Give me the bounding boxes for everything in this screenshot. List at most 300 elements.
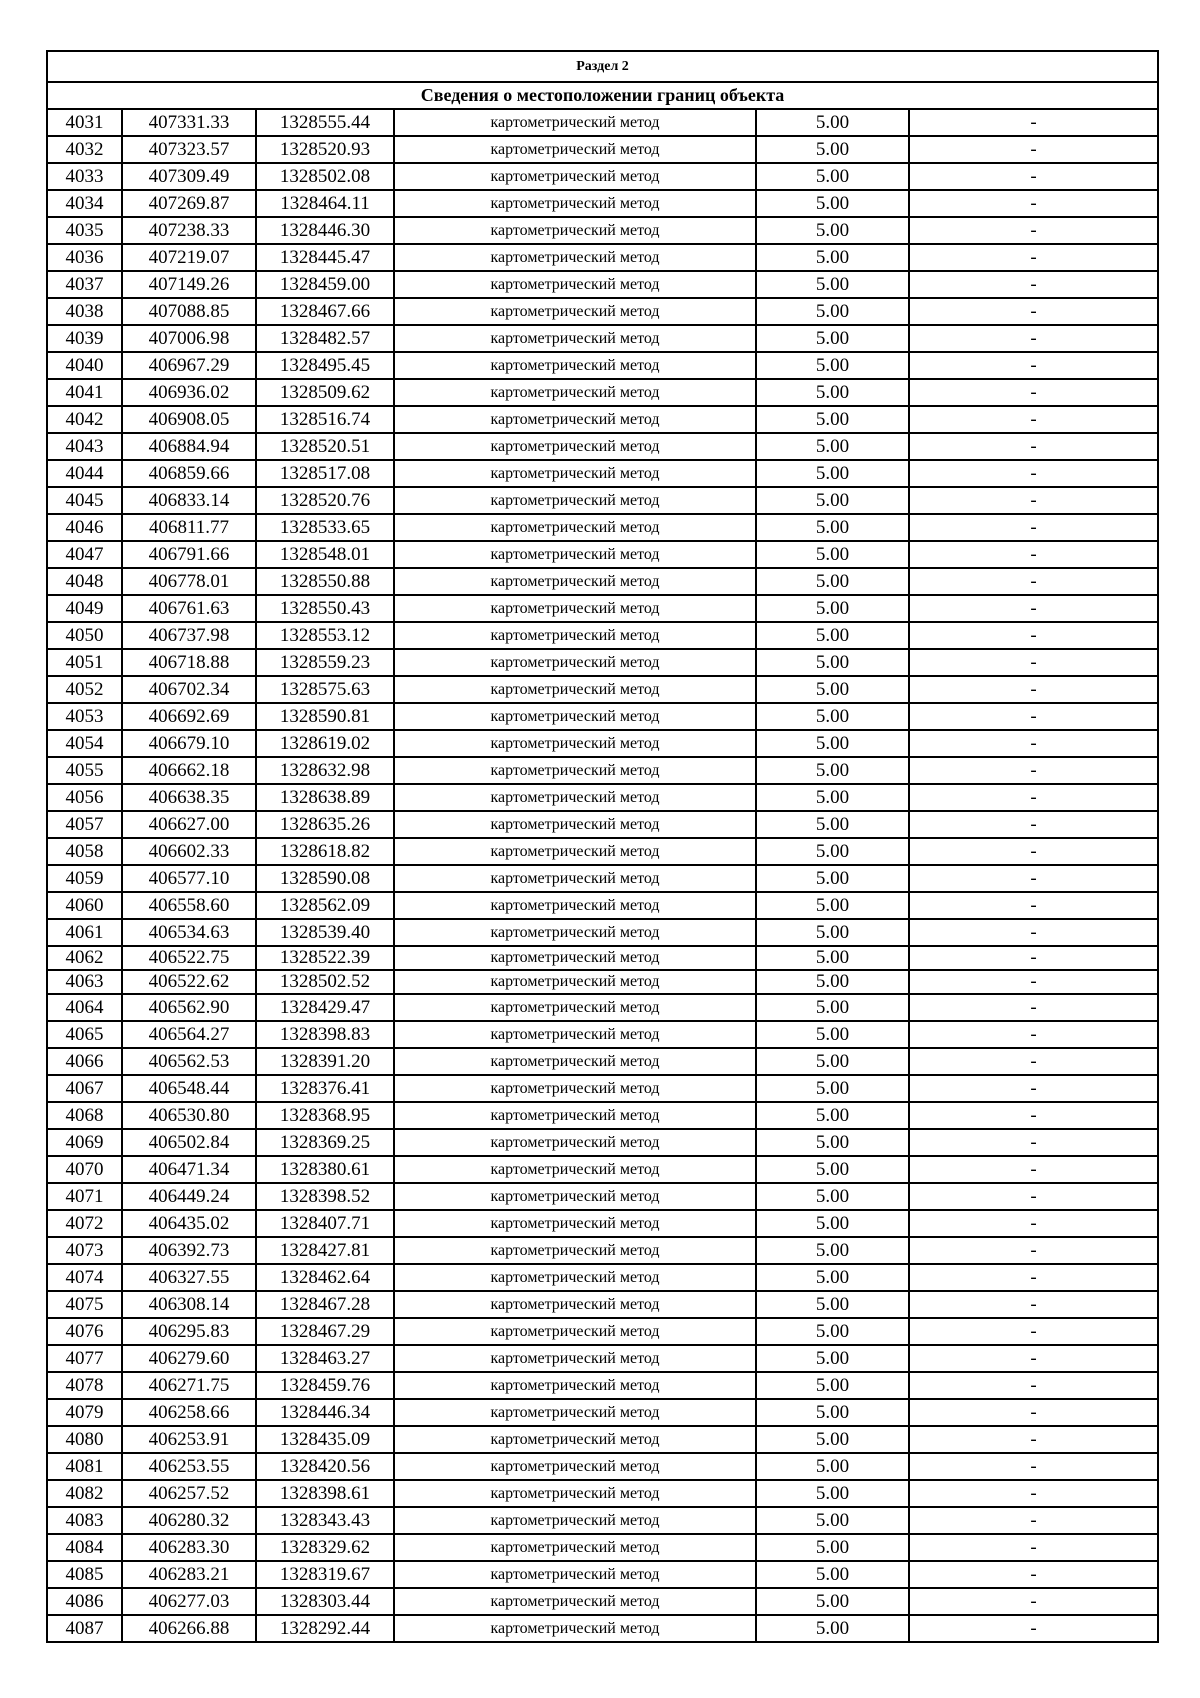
- x-coordinate-cell: 406327.55: [122, 1264, 256, 1291]
- y-coordinate-cell: 1328369.25: [256, 1129, 394, 1156]
- description-cell: -: [909, 994, 1158, 1021]
- precision-cell: 5.00: [756, 163, 909, 190]
- table-row: [47, 487, 1158, 514]
- point-number-cell: 4071: [47, 1183, 122, 1210]
- y-coordinate-cell: 1328533.65: [256, 514, 394, 541]
- table-row: [47, 271, 1158, 298]
- precision-cell: 5.00: [756, 1102, 909, 1129]
- precision-cell: 5.00: [756, 244, 909, 271]
- table-row: [47, 838, 1158, 865]
- method-cell: картометрический метод: [394, 1021, 756, 1048]
- description-cell: -: [909, 568, 1158, 595]
- method-cell: картометрический метод: [394, 1210, 756, 1237]
- x-coordinate-cell: 406253.91: [122, 1426, 256, 1453]
- table-row: [47, 1615, 1158, 1642]
- precision-cell: 5.00: [756, 1507, 909, 1534]
- method-cell: картометрический метод: [394, 568, 756, 595]
- point-number-cell: 4037: [47, 271, 122, 298]
- y-coordinate-cell: 1328638.89: [256, 784, 394, 811]
- table-row: [47, 136, 1158, 163]
- method-cell: картометрический метод: [394, 1156, 756, 1183]
- table-row: [47, 1237, 1158, 1264]
- table-row: [47, 460, 1158, 487]
- precision-cell: 5.00: [756, 838, 909, 865]
- x-coordinate-cell: 406258.66: [122, 1399, 256, 1426]
- x-coordinate-cell: 406558.60: [122, 892, 256, 919]
- y-coordinate-cell: 1328539.40: [256, 919, 394, 946]
- y-coordinate-cell: 1328550.88: [256, 568, 394, 595]
- y-coordinate-cell: 1328398.83: [256, 1021, 394, 1048]
- y-coordinate-cell: 1328548.01: [256, 541, 394, 568]
- x-coordinate-cell: 406522.62: [122, 970, 256, 994]
- table-row: [47, 703, 1158, 730]
- method-cell: картометрический метод: [394, 1102, 756, 1129]
- x-coordinate-cell: 407219.07: [122, 244, 256, 271]
- precision-cell: 5.00: [756, 649, 909, 676]
- method-cell: картометрический метод: [394, 946, 756, 970]
- precision-cell: 5.00: [756, 784, 909, 811]
- point-number-cell: 4039: [47, 325, 122, 352]
- method-cell: картометрический метод: [394, 1588, 756, 1615]
- point-number-cell: 4060: [47, 892, 122, 919]
- table-row: [47, 1102, 1158, 1129]
- y-coordinate-cell: 1328555.44: [256, 109, 394, 136]
- point-number-cell: 4072: [47, 1210, 122, 1237]
- precision-cell: 5.00: [756, 994, 909, 1021]
- table-row: [47, 109, 1158, 136]
- y-coordinate-cell: 1328292.44: [256, 1615, 394, 1642]
- method-cell: картометрический метод: [394, 352, 756, 379]
- precision-cell: 5.00: [756, 703, 909, 730]
- table-row: [47, 1453, 1158, 1480]
- precision-cell: 5.00: [756, 1372, 909, 1399]
- table-row: [47, 1372, 1158, 1399]
- method-cell: картометрический метод: [394, 919, 756, 946]
- point-number-cell: 4083: [47, 1507, 122, 1534]
- table-row: [47, 1399, 1158, 1426]
- point-number-cell: 4044: [47, 460, 122, 487]
- point-number-cell: 4033: [47, 163, 122, 190]
- table-row: [47, 514, 1158, 541]
- point-number-cell: 4065: [47, 1021, 122, 1048]
- description-cell: -: [909, 1102, 1158, 1129]
- x-coordinate-cell: 406859.66: [122, 460, 256, 487]
- description-cell: -: [909, 676, 1158, 703]
- x-coordinate-cell: 406280.32: [122, 1507, 256, 1534]
- x-coordinate-cell: 406908.05: [122, 406, 256, 433]
- precision-cell: 5.00: [756, 757, 909, 784]
- y-coordinate-cell: 1328467.29: [256, 1318, 394, 1345]
- point-number-cell: 4068: [47, 1102, 122, 1129]
- table-row: [47, 919, 1158, 946]
- x-coordinate-cell: 406562.53: [122, 1048, 256, 1075]
- method-cell: картометрический метод: [394, 298, 756, 325]
- description-cell: -: [909, 1372, 1158, 1399]
- x-coordinate-cell: 406548.44: [122, 1075, 256, 1102]
- method-cell: картометрический метод: [394, 730, 756, 757]
- x-coordinate-cell: 406392.73: [122, 1237, 256, 1264]
- method-cell: картометрический метод: [394, 109, 756, 136]
- section-label: Раздел 2: [47, 51, 1158, 82]
- precision-cell: 5.00: [756, 1048, 909, 1075]
- table-row: [47, 1156, 1158, 1183]
- precision-cell: 5.00: [756, 433, 909, 460]
- point-number-cell: 4077: [47, 1345, 122, 1372]
- y-coordinate-cell: 1328562.09: [256, 892, 394, 919]
- x-coordinate-cell: 406936.02: [122, 379, 256, 406]
- x-coordinate-cell: 406522.75: [122, 946, 256, 970]
- method-cell: картометрический метод: [394, 460, 756, 487]
- y-coordinate-cell: 1328632.98: [256, 757, 394, 784]
- table-row: [47, 784, 1158, 811]
- point-number-cell: 4054: [47, 730, 122, 757]
- method-cell: картометрический метод: [394, 1399, 756, 1426]
- point-number-cell: 4041: [47, 379, 122, 406]
- y-coordinate-cell: 1328559.23: [256, 649, 394, 676]
- table-row: [47, 865, 1158, 892]
- method-cell: картометрический метод: [394, 757, 756, 784]
- table-row: [47, 1318, 1158, 1345]
- point-number-cell: 4049: [47, 595, 122, 622]
- method-cell: картометрический метод: [394, 1507, 756, 1534]
- table-row: [47, 433, 1158, 460]
- description-cell: -: [909, 757, 1158, 784]
- y-coordinate-cell: 1328516.74: [256, 406, 394, 433]
- description-cell: -: [909, 1237, 1158, 1264]
- precision-cell: 5.00: [756, 325, 909, 352]
- table-row: [47, 568, 1158, 595]
- method-cell: картометрический метод: [394, 811, 756, 838]
- precision-cell: 5.00: [756, 865, 909, 892]
- description-cell: -: [909, 970, 1158, 994]
- table-row: [47, 730, 1158, 757]
- point-number-cell: 4057: [47, 811, 122, 838]
- description-cell: -: [909, 163, 1158, 190]
- point-number-cell: 4048: [47, 568, 122, 595]
- precision-cell: 5.00: [756, 1588, 909, 1615]
- y-coordinate-cell: 1328407.71: [256, 1210, 394, 1237]
- y-coordinate-cell: 1328391.20: [256, 1048, 394, 1075]
- description-cell: -: [909, 1399, 1158, 1426]
- table-row: [47, 163, 1158, 190]
- table-row: [47, 994, 1158, 1021]
- method-cell: картометрический метод: [394, 1480, 756, 1507]
- x-coordinate-cell: 406638.35: [122, 784, 256, 811]
- precision-cell: 5.00: [756, 1021, 909, 1048]
- table-row: [47, 970, 1158, 994]
- description-cell: -: [909, 1183, 1158, 1210]
- point-number-cell: 4069: [47, 1129, 122, 1156]
- method-cell: картометрический метод: [394, 1264, 756, 1291]
- x-coordinate-cell: 407331.33: [122, 109, 256, 136]
- description-cell: -: [909, 838, 1158, 865]
- table-row: [47, 676, 1158, 703]
- y-coordinate-cell: 1328590.81: [256, 703, 394, 730]
- point-number-cell: 4080: [47, 1426, 122, 1453]
- point-number-cell: 4086: [47, 1588, 122, 1615]
- table-row: [47, 190, 1158, 217]
- description-cell: -: [909, 703, 1158, 730]
- description-cell: -: [909, 1453, 1158, 1480]
- table-row: [47, 1291, 1158, 1318]
- x-coordinate-cell: 406530.80: [122, 1102, 256, 1129]
- description-cell: -: [909, 109, 1158, 136]
- table-row: [47, 595, 1158, 622]
- x-coordinate-cell: 406308.14: [122, 1291, 256, 1318]
- x-coordinate-cell: 407238.33: [122, 217, 256, 244]
- precision-cell: 5.00: [756, 892, 909, 919]
- x-coordinate-cell: 406662.18: [122, 757, 256, 784]
- x-coordinate-cell: 407149.26: [122, 271, 256, 298]
- x-coordinate-cell: 406534.63: [122, 919, 256, 946]
- y-coordinate-cell: 1328467.66: [256, 298, 394, 325]
- y-coordinate-cell: 1328429.47: [256, 994, 394, 1021]
- table-row: [47, 1345, 1158, 1372]
- description-cell: -: [909, 1426, 1158, 1453]
- x-coordinate-cell: 406778.01: [122, 568, 256, 595]
- y-coordinate-cell: 1328368.95: [256, 1102, 394, 1129]
- x-coordinate-cell: 406627.00: [122, 811, 256, 838]
- table-row: [47, 1183, 1158, 1210]
- y-coordinate-cell: 1328522.39: [256, 946, 394, 970]
- precision-cell: 5.00: [756, 109, 909, 136]
- description-cell: -: [909, 1075, 1158, 1102]
- method-cell: картометрический метод: [394, 541, 756, 568]
- precision-cell: 5.00: [756, 298, 909, 325]
- method-cell: картометрический метод: [394, 1426, 756, 1453]
- precision-cell: 5.00: [756, 352, 909, 379]
- method-cell: картометрический метод: [394, 1048, 756, 1075]
- y-coordinate-cell: 1328398.52: [256, 1183, 394, 1210]
- table-row: [47, 649, 1158, 676]
- method-cell: картометрический метод: [394, 244, 756, 271]
- description-cell: -: [909, 1345, 1158, 1372]
- description-cell: -: [909, 1561, 1158, 1588]
- y-coordinate-cell: 1328446.30: [256, 217, 394, 244]
- y-coordinate-cell: 1328464.11: [256, 190, 394, 217]
- y-coordinate-cell: 1328446.34: [256, 1399, 394, 1426]
- description-cell: -: [909, 1129, 1158, 1156]
- description-cell: -: [909, 784, 1158, 811]
- precision-cell: 5.00: [756, 676, 909, 703]
- method-cell: картометрический метод: [394, 994, 756, 1021]
- table-row: [47, 541, 1158, 568]
- method-cell: картометрический метод: [394, 406, 756, 433]
- description-cell: -: [909, 406, 1158, 433]
- method-cell: картометрический метод: [394, 1615, 756, 1642]
- description-cell: -: [909, 1480, 1158, 1507]
- method-cell: картометрический метод: [394, 676, 756, 703]
- method-cell: картометрический метод: [394, 784, 756, 811]
- table-body: [47, 51, 1158, 1642]
- y-coordinate-cell: 1328618.82: [256, 838, 394, 865]
- precision-cell: 5.00: [756, 1615, 909, 1642]
- point-number-cell: 4070: [47, 1156, 122, 1183]
- y-coordinate-cell: 1328509.62: [256, 379, 394, 406]
- point-number-cell: 4063: [47, 970, 122, 994]
- table-title: Сведения о местоположении границ объекта: [47, 82, 1158, 109]
- x-coordinate-cell: 406253.55: [122, 1453, 256, 1480]
- point-number-cell: 4062: [47, 946, 122, 970]
- table-row: [47, 1534, 1158, 1561]
- precision-cell: 5.00: [756, 970, 909, 994]
- table-row: [47, 757, 1158, 784]
- method-cell: картометрический метод: [394, 136, 756, 163]
- x-coordinate-cell: 406283.21: [122, 1561, 256, 1588]
- description-cell: -: [909, 1156, 1158, 1183]
- y-coordinate-cell: 1328445.47: [256, 244, 394, 271]
- table-title-row: [47, 82, 1158, 109]
- x-coordinate-cell: 406702.34: [122, 676, 256, 703]
- description-cell: -: [909, 730, 1158, 757]
- method-cell: картометрический метод: [394, 271, 756, 298]
- precision-cell: 5.00: [756, 271, 909, 298]
- point-number-cell: 4078: [47, 1372, 122, 1399]
- y-coordinate-cell: 1328550.43: [256, 595, 394, 622]
- x-coordinate-cell: 406266.88: [122, 1615, 256, 1642]
- y-coordinate-cell: 1328462.64: [256, 1264, 394, 1291]
- method-cell: картометрический метод: [394, 514, 756, 541]
- x-coordinate-cell: 406283.30: [122, 1534, 256, 1561]
- table-row: [47, 946, 1158, 970]
- point-number-cell: 4042: [47, 406, 122, 433]
- description-cell: -: [909, 190, 1158, 217]
- y-coordinate-cell: 1328459.00: [256, 271, 394, 298]
- y-coordinate-cell: 1328495.45: [256, 352, 394, 379]
- precision-cell: 5.00: [756, 406, 909, 433]
- y-coordinate-cell: 1328303.44: [256, 1588, 394, 1615]
- precision-cell: 5.00: [756, 514, 909, 541]
- precision-cell: 5.00: [756, 622, 909, 649]
- x-coordinate-cell: 406737.98: [122, 622, 256, 649]
- point-number-cell: 4081: [47, 1453, 122, 1480]
- description-cell: -: [909, 1507, 1158, 1534]
- point-number-cell: 4076: [47, 1318, 122, 1345]
- method-cell: картометрический метод: [394, 838, 756, 865]
- point-number-cell: 4050: [47, 622, 122, 649]
- method-cell: картометрический метод: [394, 487, 756, 514]
- table-row: [47, 892, 1158, 919]
- method-cell: картометрический метод: [394, 217, 756, 244]
- method-cell: картометрический метод: [394, 892, 756, 919]
- precision-cell: 5.00: [756, 217, 909, 244]
- method-cell: картометрический метод: [394, 1345, 756, 1372]
- method-cell: картометрический метод: [394, 1129, 756, 1156]
- y-coordinate-cell: 1328517.08: [256, 460, 394, 487]
- description-cell: -: [909, 919, 1158, 946]
- y-coordinate-cell: 1328459.76: [256, 1372, 394, 1399]
- method-cell: картометрический метод: [394, 1372, 756, 1399]
- description-cell: -: [909, 946, 1158, 970]
- table-row: [47, 379, 1158, 406]
- precision-cell: 5.00: [756, 190, 909, 217]
- x-coordinate-cell: 407269.87: [122, 190, 256, 217]
- description-cell: -: [909, 136, 1158, 163]
- y-coordinate-cell: 1328482.57: [256, 325, 394, 352]
- y-coordinate-cell: 1328502.52: [256, 970, 394, 994]
- table-row: [47, 1048, 1158, 1075]
- description-cell: -: [909, 1291, 1158, 1318]
- point-number-cell: 4035: [47, 217, 122, 244]
- table-row: [47, 1075, 1158, 1102]
- description-cell: -: [909, 352, 1158, 379]
- description-cell: -: [909, 1615, 1158, 1642]
- precision-cell: 5.00: [756, 595, 909, 622]
- point-number-cell: 4036: [47, 244, 122, 271]
- y-coordinate-cell: 1328590.08: [256, 865, 394, 892]
- point-number-cell: 4046: [47, 514, 122, 541]
- table-row: [47, 1507, 1158, 1534]
- precision-cell: 5.00: [756, 1210, 909, 1237]
- precision-cell: 5.00: [756, 1399, 909, 1426]
- description-cell: -: [909, 1588, 1158, 1615]
- precision-cell: 5.00: [756, 1534, 909, 1561]
- point-number-cell: 4082: [47, 1480, 122, 1507]
- y-coordinate-cell: 1328376.41: [256, 1075, 394, 1102]
- precision-cell: 5.00: [756, 1183, 909, 1210]
- point-number-cell: 4045: [47, 487, 122, 514]
- precision-cell: 5.00: [756, 1264, 909, 1291]
- method-cell: картометрический метод: [394, 703, 756, 730]
- precision-cell: 5.00: [756, 379, 909, 406]
- x-coordinate-cell: 406435.02: [122, 1210, 256, 1237]
- point-number-cell: 4075: [47, 1291, 122, 1318]
- precision-cell: 5.00: [756, 1345, 909, 1372]
- table-row: [47, 1480, 1158, 1507]
- precision-cell: 5.00: [756, 1426, 909, 1453]
- y-coordinate-cell: 1328398.61: [256, 1480, 394, 1507]
- precision-cell: 5.00: [756, 1156, 909, 1183]
- x-coordinate-cell: 406295.83: [122, 1318, 256, 1345]
- x-coordinate-cell: 406791.66: [122, 541, 256, 568]
- x-coordinate-cell: 406811.77: [122, 514, 256, 541]
- description-cell: -: [909, 271, 1158, 298]
- y-coordinate-cell: 1328553.12: [256, 622, 394, 649]
- precision-cell: 5.00: [756, 919, 909, 946]
- description-cell: -: [909, 649, 1158, 676]
- description-cell: -: [909, 541, 1158, 568]
- x-coordinate-cell: 406692.69: [122, 703, 256, 730]
- x-coordinate-cell: 407309.49: [122, 163, 256, 190]
- x-coordinate-cell: 406562.90: [122, 994, 256, 1021]
- y-coordinate-cell: 1328463.27: [256, 1345, 394, 1372]
- point-number-cell: 4038: [47, 298, 122, 325]
- method-cell: картометрический метод: [394, 325, 756, 352]
- point-number-cell: 4031: [47, 109, 122, 136]
- description-cell: -: [909, 487, 1158, 514]
- table-row: [47, 1588, 1158, 1615]
- y-coordinate-cell: 1328575.63: [256, 676, 394, 703]
- table-row: [47, 1021, 1158, 1048]
- point-number-cell: 4074: [47, 1264, 122, 1291]
- x-coordinate-cell: 406577.10: [122, 865, 256, 892]
- x-coordinate-cell: 406271.75: [122, 1372, 256, 1399]
- x-coordinate-cell: 406884.94: [122, 433, 256, 460]
- table-row: [47, 1426, 1158, 1453]
- method-cell: картометрический метод: [394, 1183, 756, 1210]
- method-cell: картометрический метод: [394, 865, 756, 892]
- table-row: [47, 1210, 1158, 1237]
- description-cell: -: [909, 325, 1158, 352]
- table-row: [47, 406, 1158, 433]
- x-coordinate-cell: 406602.33: [122, 838, 256, 865]
- table-row: [47, 622, 1158, 649]
- description-cell: -: [909, 1264, 1158, 1291]
- precision-cell: 5.00: [756, 1453, 909, 1480]
- point-number-cell: 4051: [47, 649, 122, 676]
- precision-cell: 5.00: [756, 1318, 909, 1345]
- y-coordinate-cell: 1328520.93: [256, 136, 394, 163]
